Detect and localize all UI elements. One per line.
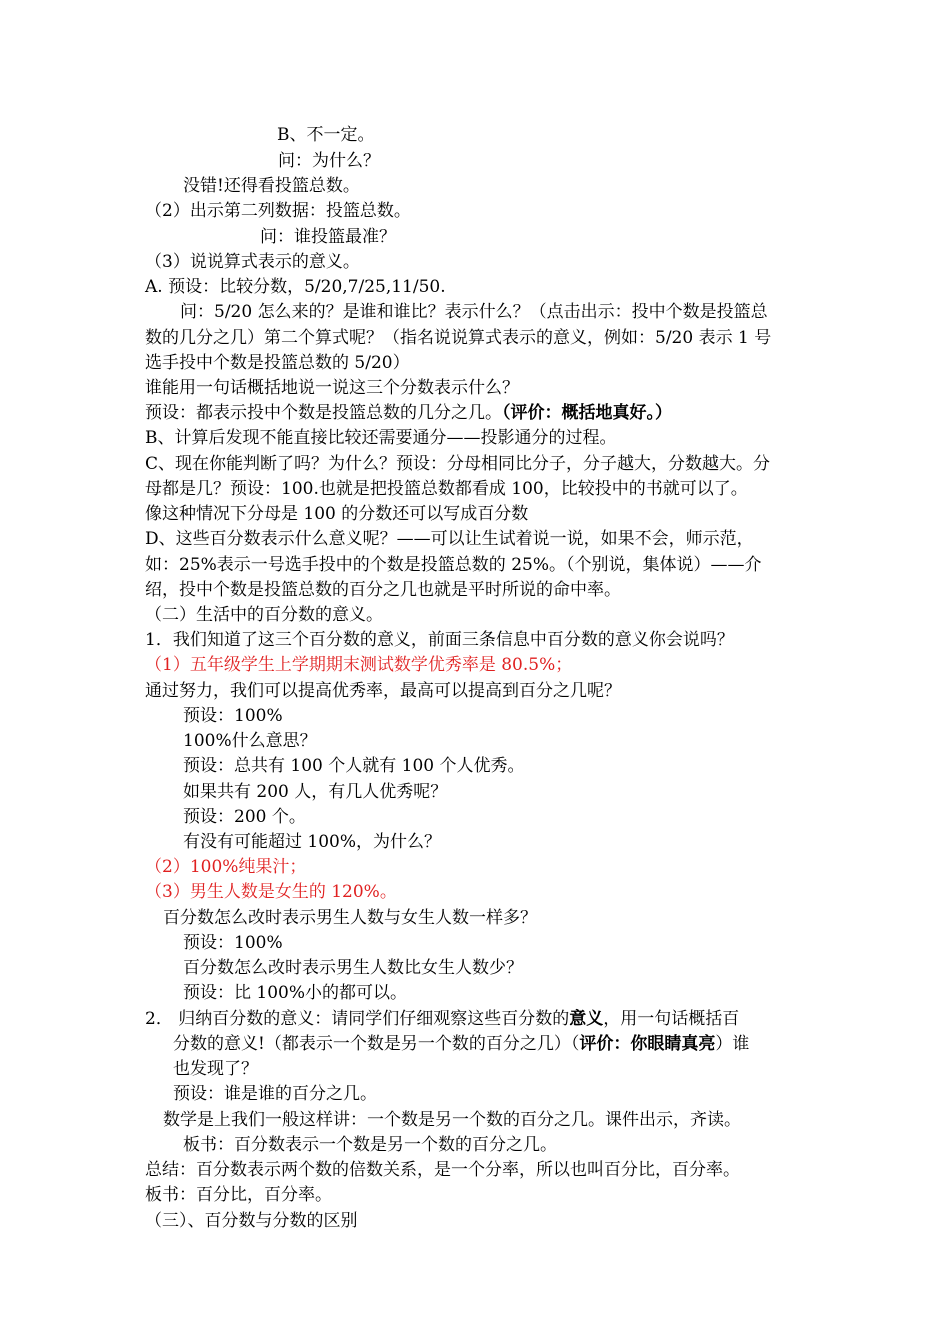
text-line <box>145 1007 739 1031</box>
text-line: C、现在你能判断了吗？为什么？预设：分母相同比分子，分子越大，分数越大。分 <box>145 454 771 474</box>
text-line: 像这种情况下分母是 100 的分数还可以写成百分数 <box>145 504 529 524</box>
evaluation-bold: （评价：概括地真好。） <box>502 403 672 423</box>
text-line: 百分数怎么改时表示男生人数比女生人数少？ <box>183 958 523 978</box>
text-line: 预设：总共有 100 个人就有 100 个人优秀。 <box>183 756 525 776</box>
text-line: 有没有可能超过 100%，为什么？ <box>183 832 442 852</box>
red-example-line: （3）男生人数是女生的 120%。 <box>145 882 397 902</box>
text-line: 数学是上我们一般这样讲：一个数是另一个数的百分之几。课件出示，齐读。 <box>163 1110 741 1130</box>
text-line: 如：25%表示一号选手投中的个数是投篮总数的 25%。（个别说，集体说）——介 <box>145 555 762 575</box>
text-line: 问：谁投篮最准？ <box>260 227 396 247</box>
evaluation-bold: 评价：你眼睛真亮 <box>579 1034 716 1054</box>
text-line: 也发现了？ <box>173 1059 258 1079</box>
text-line: 1．我们知道了这三个百分数的意义，前面三条信息中百分数的意义你会说吗？ <box>145 630 734 650</box>
text-line: （2）出示第二列数据：投篮总数。 <box>145 201 411 221</box>
text-line <box>173 1032 749 1056</box>
text-line: B、不一定。 <box>277 125 375 145</box>
text-line: 选手投中个数是投篮总数的 5/20） <box>145 353 410 373</box>
text-line: 问：5/20 怎么来的？是谁和谁比？表示什么？（点击出示：投中个数是投篮总 <box>180 302 768 322</box>
text-line: 预设：100% <box>183 933 283 953</box>
text-line: A. 预设：比较分数，5/20,7/25,11/50. <box>145 277 446 297</box>
text-line: 板书：百分数表示一个数是另一个数的百分之几。 <box>183 1135 557 1155</box>
text-line: B、计算后发现不能直接比较还需要通分——投影通分的过程。 <box>145 428 617 448</box>
text-line: 预设：比 100%小的都可以。 <box>183 983 408 1003</box>
text-segment: 2． 归纳百分数的意义：请同学们仔细观察这些百分数的 <box>145 1009 570 1029</box>
text-line: 板书：百分比，百分率。 <box>145 1185 332 1205</box>
red-example-line: （2）100%纯果汁； <box>145 857 307 877</box>
text-line: 预设：100% <box>183 706 283 726</box>
text-line: 数的几分之几）第二个算式呢？（指名说说算式表示的意义，例如：5/20 表示 1 号 <box>145 328 772 348</box>
text-line: 没错!还得看投篮总数。 <box>183 176 360 196</box>
emphasis-bold: 意义 <box>569 1009 604 1029</box>
text-line: 母都是几？预设：100.也就是把投篮总数都看成 100，比较投中的书就可以了。 <box>145 479 748 499</box>
section-heading: （二）生活中的百分数的意义。 <box>145 605 383 625</box>
section-heading: （三）、百分数与分数的区别 <box>145 1211 358 1231</box>
text-line: 谁能用一句话概括地说一说这三个分数表示什么？ <box>145 378 519 398</box>
text-line: 100%什么意思？ <box>183 731 317 751</box>
text-segment: ，用一句话概括百 <box>603 1009 740 1029</box>
text-line: 预设：谁是谁的百分之几。 <box>173 1084 377 1104</box>
red-example-line: （1）五年级学生上学期期末测试数学优秀率是 80.5%； <box>145 655 573 675</box>
text-line: 百分数怎么改时表示男生人数与女生人数一样多？ <box>163 908 537 928</box>
text-line: （3）说说算式表示的意义。 <box>145 252 360 272</box>
text-line: 绍，投中个数是投篮总数的百分之几也就是平时所说的命中率。 <box>145 580 621 600</box>
text-line: 问：为什么？ <box>278 151 380 171</box>
text-line <box>145 401 672 425</box>
text-line: D、这些百分数表示什么意义呢？——可以让生试着说一说，如果不会，师示范， <box>145 529 754 549</box>
text-line: 预设：200 个。 <box>183 807 306 827</box>
text-segment: 分数的意义!（都表示一个数是另一个数的百分之几）（ <box>173 1034 580 1054</box>
text-segment: ）谁 <box>715 1034 750 1054</box>
text-line: 总结：百分数表示两个数的倍数关系，是一个分率，所以也叫百分比，百分率。 <box>145 1160 740 1180</box>
text-segment: 预设：都表示投中个数是投篮总数的几分之几。 <box>145 403 502 423</box>
text-line: 如果共有 200 人，有几人优秀呢？ <box>183 782 448 802</box>
text-line: 通过努力，我们可以提高优秀率，最高可以提高到百分之几呢？ <box>145 681 621 701</box>
